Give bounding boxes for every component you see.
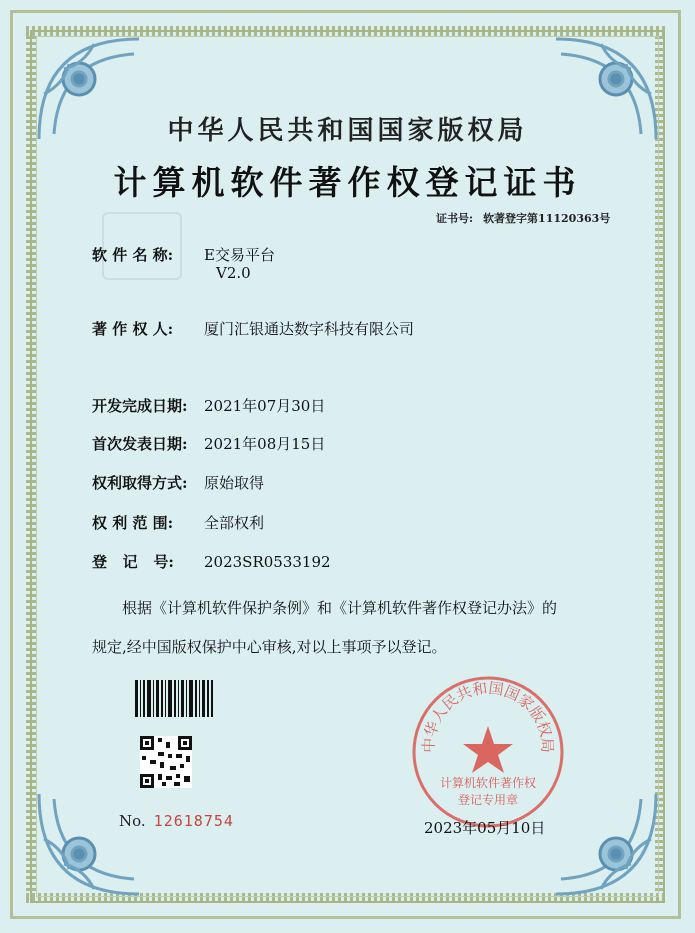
serial-value: 12618754 (153, 812, 234, 830)
field-value: E交易平台 (204, 246, 275, 264)
barcode-icon (135, 680, 213, 717)
field-development-date (92, 395, 325, 416)
field-label: 软 件 名 称: (92, 246, 174, 264)
issue-date: 2023年05月10日 (424, 819, 546, 837)
body-line-1: 根据《计算机软件保护条例》和《计算机软件著作权登记办法》的 (122, 599, 558, 617)
field-value: 全部权利 (204, 514, 265, 532)
field-value: 原始取得 (204, 474, 265, 492)
corner-ornament-bottom-right (551, 789, 661, 899)
corner-ornament-bottom-left (34, 789, 144, 899)
seal-outer-text: 中华人民共和国国家版权局 (419, 679, 557, 754)
seal-inner-line-2: 登记专用章 (457, 793, 519, 807)
field-label: 登 记 号: (92, 553, 174, 571)
seal-star-icon (463, 726, 513, 773)
cert-no-value: 软著登字第11120363号 (483, 212, 611, 225)
cert-no-label: 证书号: (436, 212, 474, 225)
field-label: 开发完成日期: (92, 397, 188, 415)
serial-label: No. (119, 812, 146, 830)
field-value: 2021年08月15日 (204, 435, 326, 453)
field-value: 2023SR0533192 (204, 553, 331, 571)
seal-inner-line-1: 计算机软件著作权 (439, 776, 537, 790)
field-label: 著 作 权 人: (92, 320, 174, 338)
field-registration-number (92, 551, 331, 572)
body-line-2: 规定,经中国版权保护中心审核,对以上事项予以登记。 (92, 638, 447, 656)
qr-code-icon (140, 736, 192, 788)
field-copyright-owner (92, 318, 414, 339)
certificate-number (436, 210, 620, 226)
field-publication-date (92, 433, 325, 454)
field-label: 首次发表日期: (92, 435, 188, 453)
field-software-name (92, 244, 275, 282)
certificate-title: 计算机软件著作权登记证书 (113, 163, 582, 202)
field-value-version: V2.0 (216, 264, 251, 282)
serial-number (119, 812, 234, 830)
field-rights-scope (92, 512, 264, 533)
field-acquisition-method (92, 472, 264, 493)
official-seal (410, 674, 566, 830)
field-value: 厦门汇银通达数字科技有限公司 (204, 320, 415, 338)
field-value: 2021年07月30日 (204, 397, 326, 415)
issuer-title: 中华人民共和国国家版权局 (167, 116, 528, 146)
field-label: 权 利 范 围: (92, 514, 174, 532)
field-label: 权利取得方式: (92, 474, 188, 492)
